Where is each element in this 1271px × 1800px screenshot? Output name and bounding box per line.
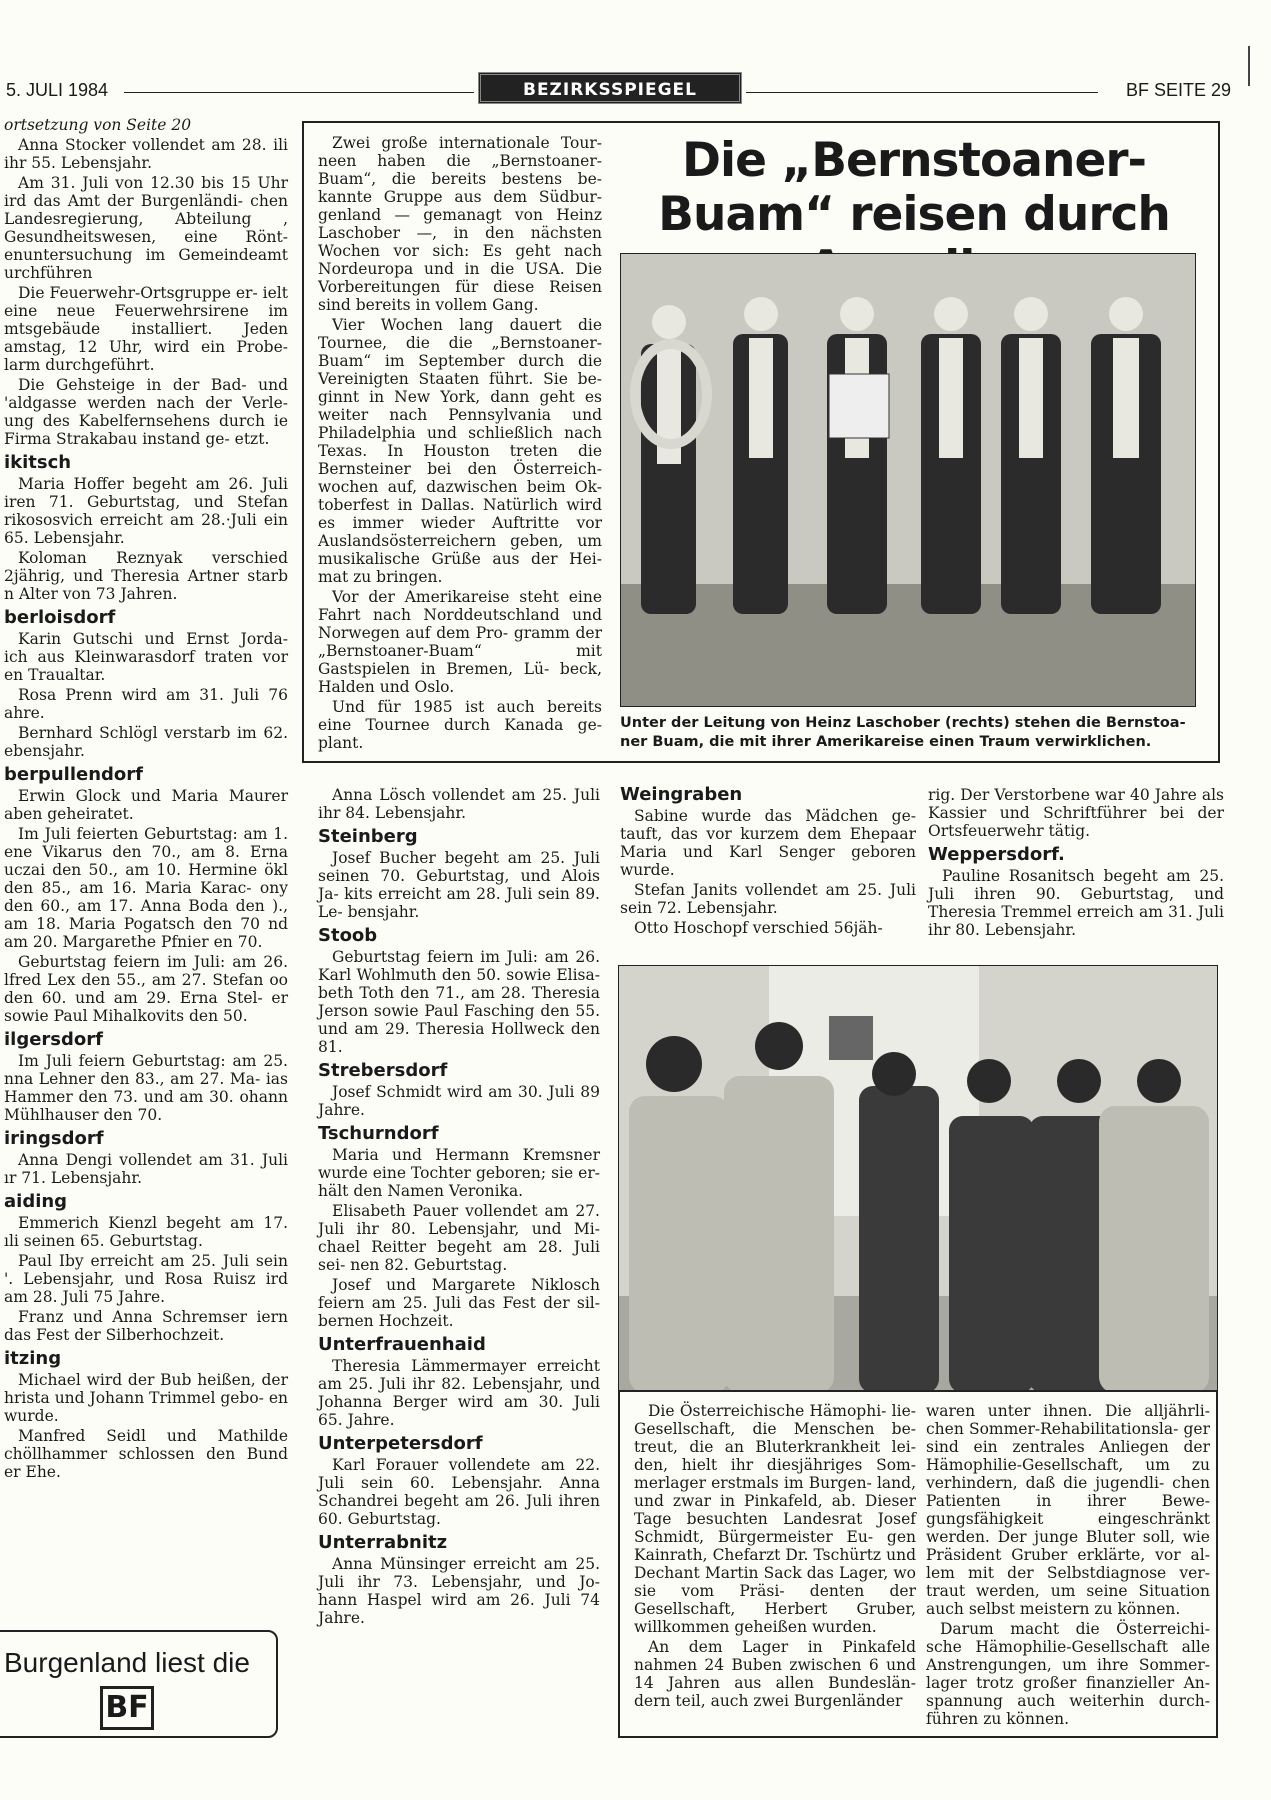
article-paragraph: Bernhard Schlögl verstarb im 62. ebensjahr. — [4, 724, 288, 760]
article-paragraph: Vor der Amerikareise steht eine Fahrt nach Norddeutschland und Norwegen auf dem Pro- gramm der „Bernstoaner-Buam“ mit Gastspielen in Bremen, Lü- beck, Halden und Oslo. — [318, 588, 602, 696]
article-paragraph: Die Österreichische Hämophi- lie-Gesellschaft, die Menschen be- treut, die an Bluterkrankheit lei- den, hielt ihr diesjähriges Som- merlager erstmals im Burgen- land, und zwar in Pinkafeld, ab. Dieser Tage besuchten Landesrat Josef Schmidt, Bürgermeister Eu- gen Kainrath, Chefarzt Dr. Tschürtz und Dechant Martin Sack das Lager, wo sie vom Präsi- denten der Gesellschaft, Herbert Gruber, willkommen geheißen wurden. — [634, 1402, 916, 1636]
article-paragraph: Stefan Janits vollendet am 25. Juli sein 72. Lebensjahr. — [620, 881, 916, 917]
article-paragraph: Zwei große internationale Tour- neen haben die „Bernstoaner- Buam“, die bereits bestens be- kannte Gruppe aus dem Südbur- genland — gemanagt von Heinz Laschober —, in den nächsten Wochen vor sich: Es geht nach Nordeuropa und in die USA. Die Vorbereitungen für diese Reisen sind bereits in vollem Gang. — [318, 134, 602, 314]
page-number: BF SEITE 29 — [1125, 80, 1231, 100]
header-rule-right — [746, 92, 1098, 93]
article-paragraph: Manfred Seidl und Mathilde chöllhammer schlossen den Bund er Ehe. — [4, 1427, 288, 1481]
camp-visit-photo-illustration — [619, 966, 1218, 1392]
article-paragraph: Vier Wochen lang dauert die Tournee, die die „Bernstoaner- Buam“ im September durch die Vereinigten Staaten führt. Sie be- ginnt in New York, dann geht es weiter nach Pennsylvania und Philadelphia und schließlich nach Texas. In Houston treten die Bernsteiner bei den Österreich- wochen auf, dazwischen beim Ok- toberfest in Dallas. Natürlich wird es immer wieder Auftritte vor Auslandsösterreichern geben, um musikalische Grüße aus der Hei- mat zu bringen. — [318, 316, 602, 586]
camp-visit-photo — [618, 965, 1218, 1392]
advertisement-text: Burgenland liest die — [4, 1647, 250, 1678]
town-heading: Unterfrauenhaid — [318, 1334, 486, 1355]
article-paragraph: Karin Gutschi und Ernst Jorda- ich aus Kleinwarasdorf traten vor en Traualtar. — [4, 630, 288, 684]
band-photo — [620, 253, 1196, 707]
article-paragraph: Pauline Rosanitsch begeht am 25. Juli ihren 90. Geburtstag, und Theresia Tremmel erreich am 31. Juli ihr 80. Lebensjahr. — [928, 867, 1224, 939]
article-paragraph: Maria Hoffer begeht am 26. Juli iren 71. Geburtstag, und Stefan rikososvich erreicht am 28.·Juli ein 65. Lebensjahr. — [4, 475, 288, 547]
bf-logo: BF — [100, 1686, 154, 1730]
article-paragraph: Josef Bucher begeht am 25. Juli seinen 70. Geburtstag, und Alois Ja- kits erreicht am 28. Juli sein 89. Le- bensjahr. — [318, 849, 600, 921]
town-heading: Stoob — [318, 925, 378, 946]
article-paragraph: Im Juli feierten Geburtstag: am 1. ene Vikarus den 70., am 8. Erna uczai den 50., am 10. Hermine ökl den 85., am 16. Maria Karac- ony den 60., am 17. Anna Boda den )., am 18. Maria Pogatsch den 70 nd am 20. Margarethe Pfnier en 70. — [4, 825, 288, 951]
town-heading: Steinberg — [318, 826, 418, 847]
town-heading: Unterrabnitz — [318, 1532, 448, 1553]
town-heading: Tschurndorf — [318, 1123, 439, 1144]
article-paragraph: An dem Lager in Pinkafeld nahmen 24 Buben zwischen 6 und 14 Jahren aus allen Bundeslän- dern teil, auch zwei Burgenländer — [634, 1638, 916, 1710]
band-photo-caption: Unter der Leitung von Heinz Laschober (rechts) stehen die Bernstoa- ner Buam, die mit ihrer Amerikareise einen Traum verwirklichen. — [620, 715, 1186, 750]
town-heading: berpullendorf — [4, 764, 143, 785]
column-local-news-1 — [4, 116, 288, 1483]
article-paragraph: Geburtstag feiern im Juli: am 26. lfred Lex den 55., am 27. Stefan oo den 60. und am 29. Erna Stel- er sowie Paul Mihalkovits den 50. — [4, 953, 288, 1025]
town-heading: aiding — [4, 1191, 68, 1212]
column-local-news-3 — [620, 786, 916, 939]
article-paragraph: Im Juli feiern Geburtstag: am 25. nna Lehner den 83., am 27. Ma- ias Hammer den 73. und am 30. ohann Mühlhauser den 70. — [4, 1052, 288, 1124]
article-paragraph: Anna Lösch vollendet am 25. Juli ihr 84. Lebensjahr. — [318, 786, 600, 822]
article-paragraph: Am 31. Juli von 12.30 bis 15 Uhr ird das Amt der Burgenländi- chen Landesregierung, Abteilung , Gesundheitswesen, eine Rönt- enuntersuchung im Gemeindeamt urchführen — [4, 174, 288, 282]
column-local-news-2 — [318, 786, 600, 1629]
town-heading: itzing — [4, 1348, 62, 1369]
town-heading: berloisdorf — [4, 607, 116, 628]
article-paragraph: Rosa Prenn wird am 31. Juli 76 ahre. — [4, 686, 288, 722]
article-paragraph: Anna Stocker vollendet am 28. ili ihr 55. Lebensjahr. — [4, 136, 288, 172]
article-paragraph: Anna Münsinger erreicht am 25. Juli ihr 73. Lebensjahr, und Jo- hann Haspel wird am 26. Juli 74 Jahre. — [318, 1555, 600, 1627]
article-paragraph: Sabine wurde das Mädchen ge- tauft, das vor kurzem dem Ehepaar Maria und Karl Senger geboren wurde. — [620, 807, 916, 879]
town-heading: Weingraben — [620, 784, 743, 805]
section-title: BEZIRKSSPIEGEL — [478, 72, 742, 104]
article-paragraph: Michael wird der Bub heißen, der hrista und Johann Trimmel gebo- en wurde. — [4, 1371, 289, 1425]
town-heading: Weppersdorf. — [928, 844, 1065, 865]
haemophilia-story-column-2 — [926, 1402, 1210, 1730]
article-paragraph: Karl Forauer vollendete am 22. Juli sein 60. Lebensjahr. Anna Schandrei begeht am 26. Juli ihren 60. Geburtstag. — [318, 1456, 600, 1528]
article-paragraph: Josef und Margarete Niklosch feiern am 25. Juli das Fest der sil- bernen Hochzeit. — [318, 1276, 600, 1330]
article-paragraph: Und für 1985 ist auch bereits eine Tournee durch Kanada ge- plant. — [318, 698, 602, 752]
article-paragraph: Otto Hoschopf verschied 56jäh- — [634, 919, 883, 937]
article-paragraph: Koloman Reznyak verschied 2jährig, und Theresia Artner starb n Alter von 73 Jahren. — [4, 549, 288, 603]
article-paragraph: Maria und Hermann Kremsner wurde eine Tochter geboren; sie er- hält den Namen Veronika. — [318, 1146, 600, 1200]
article-paragraph: Emmerich Kienzl begeht am 17. ıli seinen 65. Geburtstag. — [4, 1214, 288, 1250]
town-heading: iringsdorf — [4, 1128, 104, 1149]
article-paragraph: Die Feuerwehr-Ortsgruppe er- ielt eine neue Feuerwehrsirene im mtsgebäude installiert. Jeden amstag, 12 Uhr, wird ein Probe- larm durchgeführt. — [4, 284, 288, 374]
town-heading: ilgersdorf — [4, 1029, 103, 1050]
article-paragraph: rig. Der Verstorbene war 40 Jahre als Kassier und Schriftführer bei der Ortsfeuerwehr tätig. — [928, 786, 1224, 840]
town-heading: Unterpetersdorf — [318, 1433, 483, 1454]
margin-mark — [1248, 46, 1250, 86]
continuation-note: ortsetzung von Seite 20 — [4, 116, 192, 134]
article-paragraph: Erwin Glock und Maria Maurer aben geheiratet. — [4, 787, 288, 823]
header-rule-left — [124, 92, 474, 93]
article-paragraph: Darum macht die Österreichi- sche Hämophilie-Gesellschaft alle Anstrengungen, um ihre Sommer- lager trotz großer finanzieller An- spannung auch weiterhin durch- führen zu können. — [926, 1620, 1210, 1728]
town-heading: ikitsch — [4, 452, 72, 473]
band-photo-illustration — [621, 254, 1196, 707]
article-paragraph: Paul Iby erreicht am 25. Juli sein '. Lebensjahr, und Rosa Ruisz ird am 28. Juli 75 Jahre. — [4, 1252, 288, 1306]
article-paragraph: Josef Schmidt wird am 30. Juli 89 Jahre. — [318, 1083, 600, 1119]
issue-date: 5. JULI 1984 — [6, 80, 109, 100]
article-paragraph: waren unter ihnen. Die alljährli- chen Sommer-Rehabilitationsla- ger sind ein zentrales Anliegen der Hämophilie-Gesellschaft, um zu verhindern, daß die jugendli- chen Patienten in ihrer Bewe- gungsfähigkeit eingeschränkt werden. Der junge Bluter soll, wie Präsident Gruber erklärte, vor al- lem mit der Selbstdiagnose ver- traut werden, um seine Situation auch selbst meistern zu können. — [926, 1402, 1210, 1618]
feature-headline: Die „Bernstoaner-Buam“ reisen durch — [658, 133, 1170, 242]
article-paragraph: Franz und Anna Schremser iern das Fest der Silberhochzeit. — [4, 1308, 288, 1344]
column-local-news-4 — [928, 786, 1224, 941]
article-paragraph: Anna Dengi vollendet am 31. Juli ır 71. Lebensjahr. — [4, 1151, 288, 1187]
article-paragraph: Geburtstag feiern im Juli: am 26. Karl Wohlmuth den 50. sowie Elisa- beth Toth den 71., am 28. Theresia Jerson sowie Paul Fasching den 55. und am 29. Theresia Hollweck den 81. — [318, 948, 600, 1056]
article-paragraph: Die Gehsteige in der Bad- und 'aldgasse werden nach der Verle- ung des Kabelfernsehens durch ie Firma Strakabau instand ge- etzt. — [4, 376, 288, 448]
feature-story-text — [318, 134, 602, 754]
article-paragraph: Theresia Lämmermayer erreicht am 25. Juli ihr 82. Lebensjahr, und Johanna Berger wird am 30. Juli 65. Jahre. — [318, 1357, 600, 1429]
town-heading: Strebersdorf — [318, 1060, 448, 1081]
article-paragraph: Elisabeth Pauer vollendet am 27. Juli ihr 80. Lebensjahr, und Mi- chael Reitter begeht am 28. Juli sei- nen 82. Geburtstag. — [318, 1202, 600, 1274]
haemophilia-story-column-1 — [634, 1402, 916, 1712]
